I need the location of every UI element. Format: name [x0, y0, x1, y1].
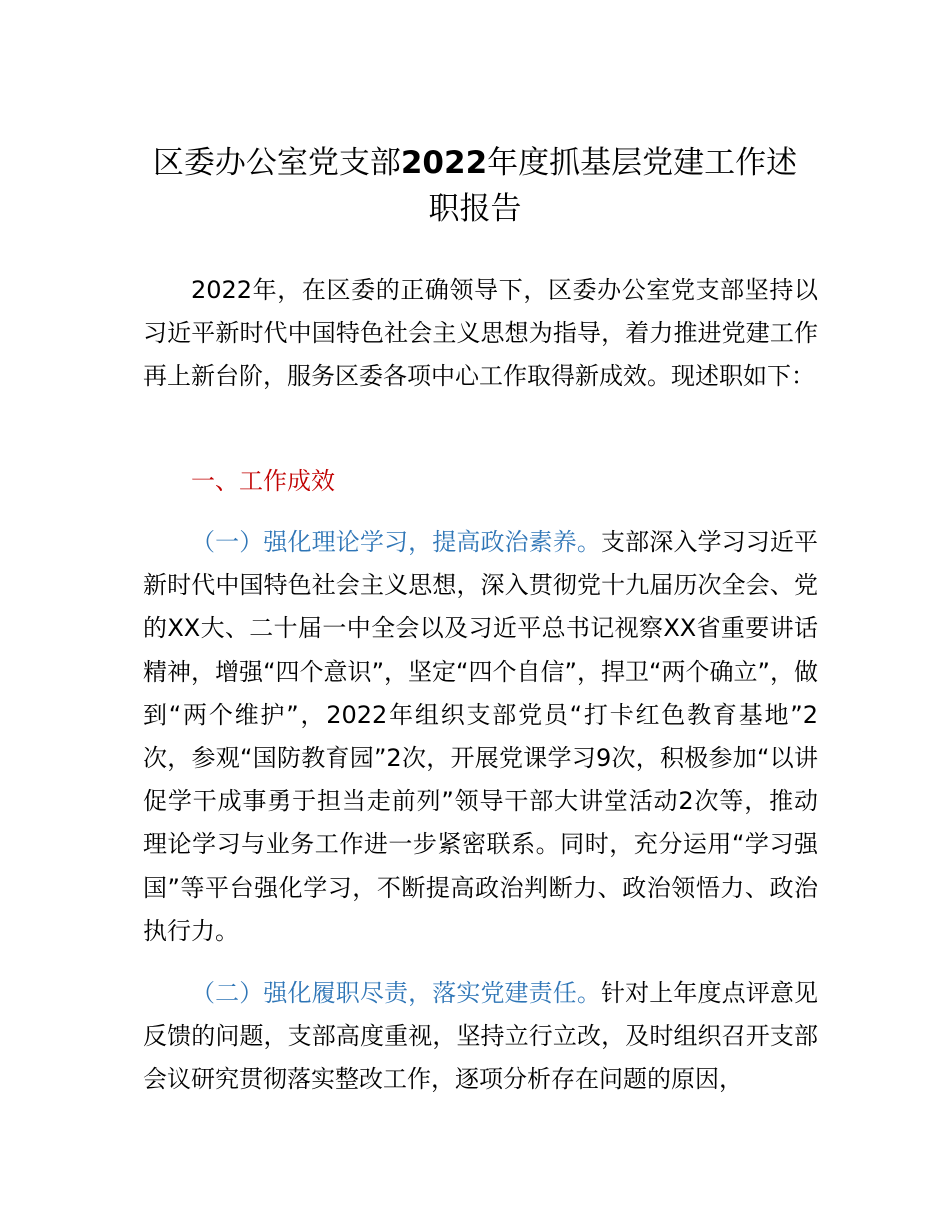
- title-part1: 区委办公室党支部: [152, 145, 401, 181]
- title-part2: 年度抓基层党建工作述职报告: [428, 145, 798, 227]
- title-year: 2022: [400, 145, 488, 181]
- intro-paragraph: 2022年，在区委的正确领导下，区委办公室党支部坚持以习近平新时代中国特色社会主义思想为指导，着力推进党建工作再上新台阶，服务区委各项中心工作取得新成效。现述职如下：: [143, 276, 818, 391]
- subsection-1-body: 支部深入学习习近平新时代中国特色社会主义思想，深入贯彻党十九届历次全会、党的XX大、二十届一中全会以及习近平总书记视察XX省重要讲话精神，增强“四个意识”，坚定“四个自信”，捍卫“两个确立”，做到“两个维护”，2022年组织支部党员“打卡红色教育基地”2次，参观“国防教育园”2次，开展党课学习9次，积极参加“以讲促学干成事勇于担当走前列”领导干部大讲堂活动2次等，推动理论学习与业务工作进一步紧密联系。同时，充分运用“学习强国”等平台强化学习，不断提高政治判断力、政治领悟力、政治执行力。: [143, 528, 819, 945]
- section-heading: 一、工作成效: [191, 467, 335, 495]
- subsection-1-paragraph: [143, 521, 818, 953]
- subsection-1-heading: （一）强化理论学习，提高政治素养。: [191, 528, 602, 556]
- subsection-2-body: 针对上年度点评意见反馈的问题，支部高度重视，坚持立行立改，及时组织召开支部会议研究贯彻落实整改工作，逐项分析存在问题的原因，: [143, 979, 819, 1094]
- page-title: [140, 140, 810, 232]
- subsection-2-paragraph: [143, 972, 818, 1102]
- subsection-2-heading: （二）强化履职尽责，落实党建责任。: [191, 979, 602, 1007]
